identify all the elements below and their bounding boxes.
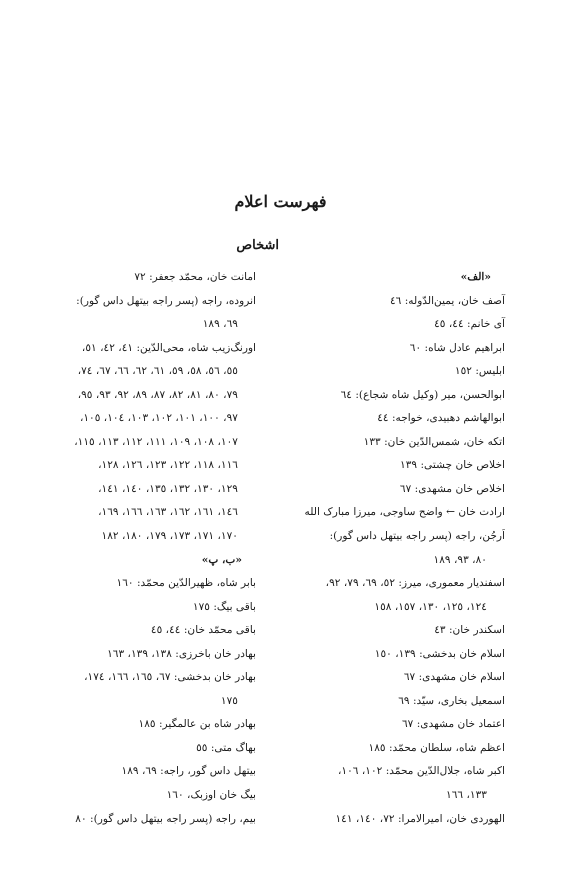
index-entry-continuation: ١٢٤، ١٢٥، ١٣٠، ١٥٧، ١٥٨ — [374, 600, 487, 613]
index-entry-continuation: ١٧٠، ١٧١، ١٧٣، ١٧٩، ١٨٠، ١٨٢ — [101, 530, 238, 543]
index-entry-continuation: ١٣٣، ١٦٦ — [446, 789, 487, 802]
index-entry-continuation: ٧٩، ٨٠، ٨١، ٨٢، ٨٧، ٨٩، ٩٢، ٩٣، ٩٥، — [77, 388, 238, 401]
index-entry: بیگ خان اوزبک، ١٦٠ — [166, 789, 256, 802]
index-entry: اکبر شاه، جلال‌الدّین محمّد: ١٠٢، ١٠٦، — [337, 765, 505, 778]
index-entry-continuation: ٥٥، ٥٦، ٥٨، ٥٩، ٦١، ٦٢، ٦٦، ٦٧، ٧٤، — [77, 365, 238, 378]
page-title: فهرست اعلام — [234, 192, 327, 211]
index-entry: انروده، راجه (پسر راجه بیتهل داس گور): — [76, 294, 256, 307]
index-entry-continuation: ١٤٦، ١٦١، ١٦٢، ١٦٣، ١٦٦، ١٦٩، — [98, 506, 238, 519]
index-entry: بهادر خان باخرزی: ١٣٨، ١٣٩، ١٦٣ — [107, 647, 256, 660]
section-title: اشخاص — [236, 238, 279, 253]
index-entry-continuation: ٩٧، ١٠٠، ١٠١، ١٠٢، ١٠٣، ١٠٤، ١٠٥، — [79, 412, 238, 425]
index-entry: الهوردی خان، امیرالامرا: ٧٢، ١٤٠، ١٤١ — [335, 812, 505, 825]
index-entry: باقی بیگ: ١٧٥ — [192, 600, 256, 613]
index-entry: آصف خان، یمین‌الدّوله: ٤٦ — [389, 294, 505, 307]
index-entry: بابر شاه، ظهیرالدّین محمّد: ١٦٠ — [116, 577, 256, 590]
index-entry: اورنگ‌زیب شاه، محی‌الدّین: ٤١، ٤٢، ٥١، — [81, 341, 256, 354]
index-entry: امانت خان، محمّد جعفر: ٧٢ — [134, 271, 256, 283]
index-entry: اعتماد خان مشهدی: ٦٧ — [401, 718, 505, 731]
index-entry: اتکه خان، شمس‌الدّین خان: ١٣٣ — [363, 435, 505, 448]
index-entry-continuation: ١٠٧، ١٠٨، ١٠٩، ١١١، ١١٢، ١١٣، ١١٥، — [74, 435, 238, 448]
index-entry-continuation: ١١٦، ١١٨، ١٢٢، ١٢٣، ١٢٦، ١٢٨، — [98, 459, 238, 472]
index-entry: ابوالهاشم دهبیدی، خواجه: ٤٤ — [377, 412, 505, 425]
index-entry-continuation: ١٢٩، ١٣٠، ١٣٢، ١٣٥، ١٤٠، ١٤١، — [98, 482, 238, 495]
index-entry-continuation: ١٧٥ — [220, 694, 238, 707]
index-entry: اسمعیل بخاری، سیّد: ٦٩ — [398, 694, 505, 707]
index-entry-continuation: ٨٠، ٩٣، ١٨٩ — [433, 553, 487, 566]
index-entry: اعظم شاه، سلطان محمّد: ١٨٥ — [368, 741, 505, 754]
index-column-right — [284, 266, 505, 831]
index-entry: ابوالحسن، میر (وکیل شاه شجاع): ٦٤ — [340, 388, 505, 401]
index-entry: بیم، راجه (پسر راجه بیتهل داس گور): ٨٠ — [75, 812, 256, 825]
index-entry: اخلاص خان چشتی: ١٣٩ — [400, 459, 505, 472]
index-entry: اسلام خان مشهدی: ٦٧ — [403, 671, 505, 684]
index-entry: اسفندیار معموری، میرز: ٥٢، ٦٩، ٧٩، ٩٢، — [325, 577, 505, 590]
index-entry: اسلام خان بدخشی: ١٣٩، ١٥٠ — [374, 647, 505, 660]
index-column-left — [36, 266, 256, 831]
index-entry: اَرجُن، راجه (پسر راجه بیتهل داس گور): — [329, 530, 505, 543]
index-entry: اسکندر خان: ٤٣ — [434, 624, 505, 637]
index-entry-continuation: ٦٩، ١٨٩ — [202, 318, 238, 331]
letter-heading: «الف» — [460, 271, 491, 283]
index-entry: ارادت خان ← واضح ساوجی، میرزا مبارک الله — [304, 506, 505, 519]
index-entry: آی خانم: ٤٤، ٤٥ — [434, 318, 505, 331]
index-entry: بهادر شاه بن عالمگیر: ١٨٥ — [138, 718, 256, 731]
index-entry: اخلاص خان مشهدی: ٦٧ — [399, 482, 505, 495]
index-entry: بیتهل داس گور، راجه: ٦٩، ١٨٩ — [121, 765, 256, 778]
index-entry: بهاگ متی: ٥٥ — [196, 741, 256, 754]
index-entry: باقی محمّد خان: ٤٤، ٤٥ — [150, 624, 256, 637]
index-entry: بهادر خان بدخشی: ٦٧، ١٦٥، ١٦٦، ١٧٤، — [84, 671, 256, 684]
index-entry: ابراهیم عادل شاه: ٦٠ — [409, 341, 505, 354]
index-entry: ابلیس: ١٥٢ — [454, 365, 505, 378]
letter-heading: «ب، پ» — [201, 553, 242, 566]
